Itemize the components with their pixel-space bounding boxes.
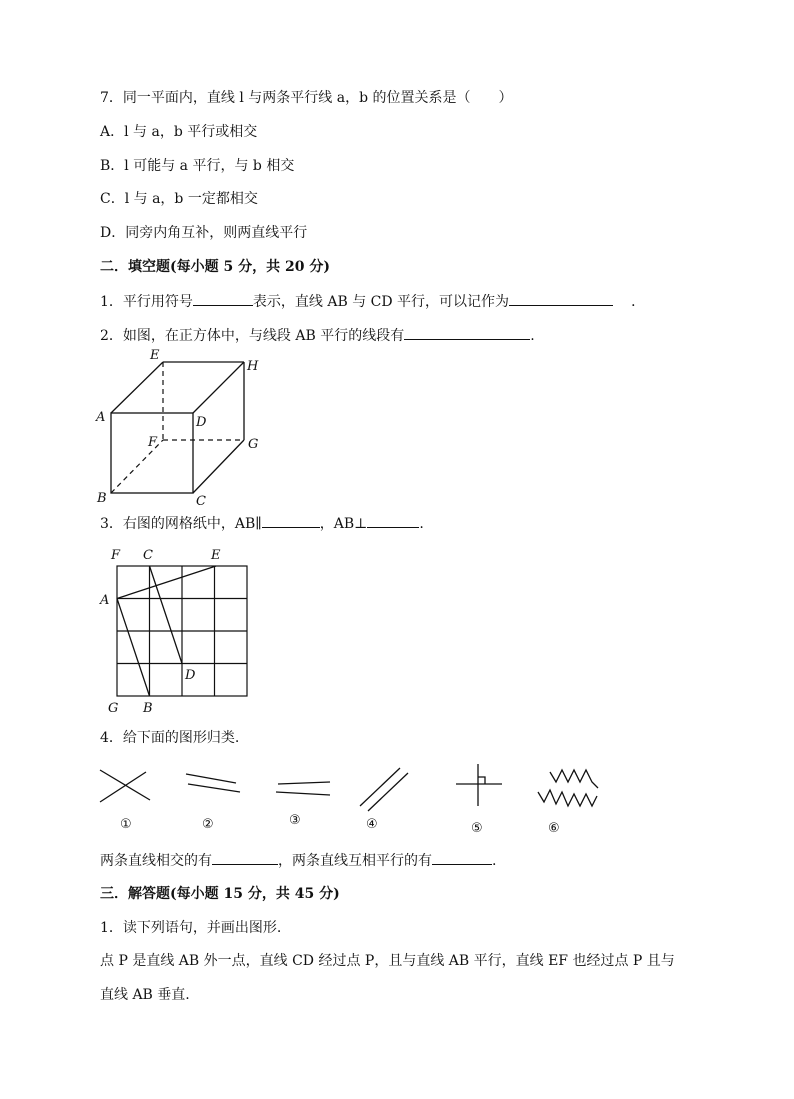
- solve-question-1-body-line-1: 点 P 是直线 AB 外一点，直线 CD 经过点 P，且与直线 AB 平行，直线 EF 也经过点 P 且与: [100, 953, 675, 969]
- figure-number-3: ③: [289, 813, 301, 828]
- answer-blank[interactable]: [367, 513, 419, 528]
- answer-blank[interactable]: [404, 325, 530, 340]
- fill-question-2-end: .: [530, 328, 535, 344]
- figure-6-zigzag-lines: [538, 770, 598, 806]
- answer-blank[interactable]: [193, 291, 253, 306]
- cube-edge-dh: [193, 362, 244, 413]
- question-7-option-d: D．同旁内角互补，则两直线平行: [100, 225, 308, 241]
- segment-cd: [150, 566, 183, 664]
- cube-label-b: B: [97, 491, 107, 506]
- figure-number-4: ④: [366, 817, 378, 832]
- answer-blank[interactable]: [212, 850, 278, 865]
- fill-question-4-answer: [100, 850, 496, 871]
- question-7-option-b: B．l 可能与 a 平行，与 b 相交: [100, 158, 295, 174]
- cube-label-d: D: [196, 415, 207, 430]
- segment-ae: [117, 566, 216, 599]
- question-7-option-c: C．l 与 a，b 一定都相交: [100, 191, 258, 207]
- classification-figures: [90, 762, 610, 840]
- fill-question-4-answer-part2: ，两条直线互相平行的有: [278, 853, 432, 869]
- figure-4-parallel-lines: [360, 768, 408, 811]
- cube-label-c: C: [196, 494, 206, 509]
- cube-front-face: [111, 413, 193, 493]
- fill-question-3-part2: ，AB⊥: [319, 516, 368, 532]
- fill-question-1-part1: 1．平行用符号: [100, 294, 193, 310]
- fill-question-1-part2: 表示，直线 AB 与 CD 平行，可以记作为: [252, 294, 510, 310]
- figure-number-labels: [120, 813, 560, 836]
- figure-3-near-parallel-lines: [276, 782, 330, 795]
- fill-question-2: [100, 325, 535, 346]
- fill-question-2-text: 2．如图，在正方体中，与线段 AB 平行的线段有: [100, 328, 405, 344]
- grid-label-a: A: [100, 593, 110, 608]
- grid-figure: [95, 544, 265, 716]
- fill-question-3: [100, 513, 424, 534]
- figure-2-converging-lines: [186, 774, 240, 792]
- segment-ab: [117, 599, 150, 697]
- answer-blank[interactable]: [509, 291, 613, 306]
- fill-question-1: [100, 291, 645, 312]
- cube-figure: [92, 346, 272, 511]
- answer-blank[interactable]: [432, 850, 492, 865]
- grid-label-c: C: [143, 548, 153, 563]
- solve-question-1-body-line-2: 直线 AB 垂直.: [100, 987, 190, 1003]
- solve-question-1: 1．读下列语句，并画出图形.: [100, 920, 282, 936]
- answer-blank[interactable]: [262, 513, 320, 528]
- cube-label-f: F: [148, 435, 158, 450]
- cube-edge-cg: [193, 440, 244, 493]
- figure-1-crossing-lines: [100, 770, 150, 802]
- grid-label-e: E: [211, 548, 221, 563]
- cube-edge-ae: [111, 362, 163, 413]
- cube-label-h: H: [247, 359, 259, 374]
- section-3-heading: 三．解答题(每小题 15 分，共 45 分): [100, 886, 340, 902]
- fill-question-3-end: .: [419, 516, 424, 532]
- figure-number-5: ⑤: [471, 821, 483, 836]
- grid-label-g: G: [108, 701, 119, 716]
- question-7-option-a: A．l 与 a，b 平行或相交: [100, 124, 258, 140]
- fill-question-4: 4．给下面的图形归类.: [100, 730, 240, 746]
- fill-question-4-answer-part1: 两条直线相交的有: [100, 853, 212, 869]
- figure-number-2: ②: [202, 817, 214, 832]
- figure-number-6: ⑥: [548, 821, 560, 836]
- grid-label-b: B: [143, 701, 153, 716]
- fill-question-4-answer-end: .: [492, 853, 497, 869]
- figure-number-1: ①: [120, 817, 132, 832]
- grid-label-d: D: [185, 668, 196, 683]
- fill-question-1-end: ．: [631, 294, 646, 310]
- figure-5-perpendicular-lines: [456, 764, 502, 806]
- cube-label-e: E: [150, 348, 160, 363]
- cube-label-a: A: [96, 410, 106, 425]
- fill-question-3-part1: 3．右图的网格纸中，AB∥: [100, 516, 262, 532]
- cube-label-g: G: [248, 437, 259, 452]
- section-2-heading: 二．填空题(每小题 5 分，共 20 分): [100, 259, 330, 275]
- grid-label-f: F: [111, 548, 121, 563]
- grid-lines: [117, 566, 247, 696]
- question-7-stem: 7．同一平面内，直线 l 与两条平行线 a，b 的位置关系是（ ）: [100, 90, 513, 106]
